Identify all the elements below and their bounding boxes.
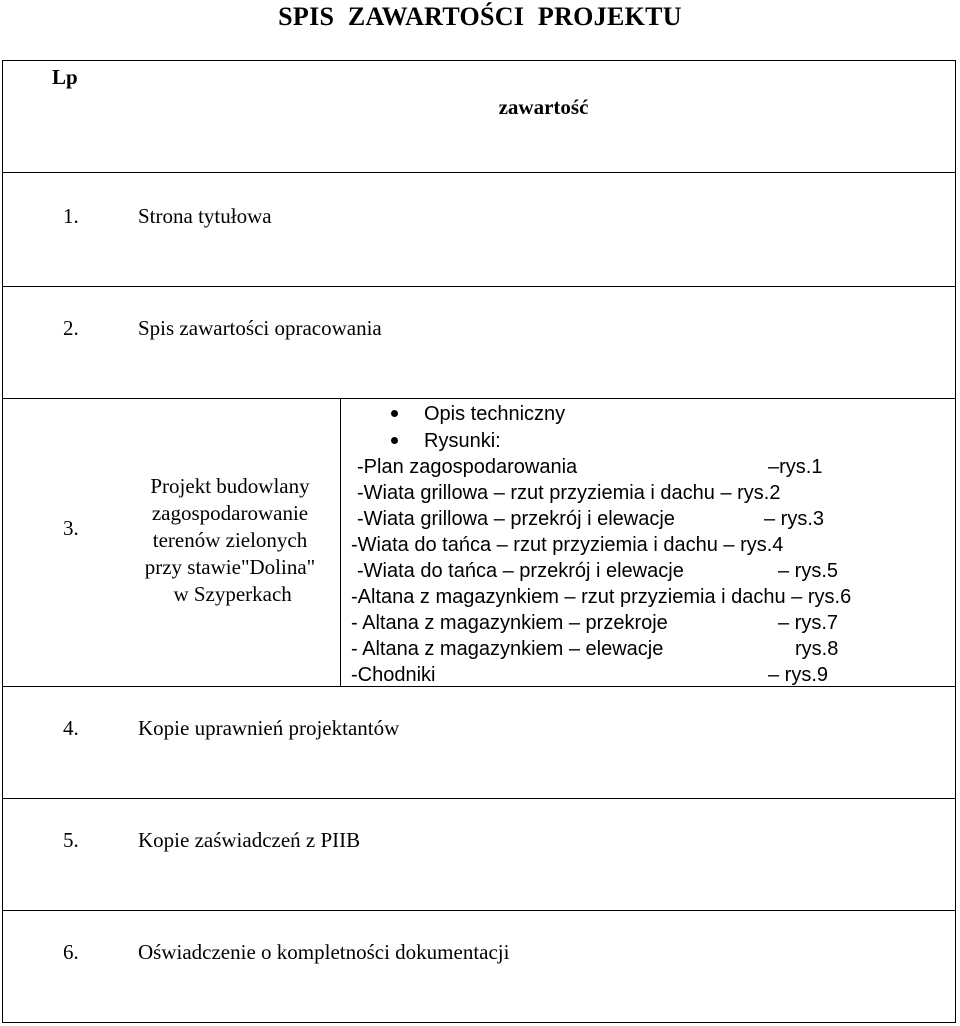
row-number: 4.: [63, 716, 79, 740]
row-number: 1.: [63, 204, 79, 228]
project-name-line: przy stawie"Dolina": [144, 555, 316, 579]
table-line: [2, 60, 3, 1023]
drawing-entry: -Wiata do tańca – rzut przyziemia i dachu – rys.4: [351, 534, 784, 556]
row-content: Oświadczenie o kompletności dokumentacji: [138, 940, 510, 964]
drawing-ref: – rys.3: [764, 508, 825, 530]
drawing-ref: – rys.7: [778, 612, 839, 634]
table-line: [955, 60, 956, 1023]
drawing-ref: rys.8: [795, 638, 839, 660]
bullet-icon: [391, 437, 398, 444]
row-number: 3.: [63, 516, 79, 540]
project-name-line: terenów zielonych: [152, 528, 308, 552]
list-item: Opis techniczny: [424, 403, 566, 425]
list-item: Rysunki:: [424, 430, 501, 452]
table-line: [2, 686, 955, 687]
row-number: 5.: [63, 828, 79, 852]
table-line: [2, 398, 955, 399]
table-line: [2, 286, 955, 287]
project-name-line: w Szyperkach: [168, 582, 292, 606]
drawing-ref: – rys.9: [768, 664, 829, 686]
row-content: Spis zawartości opracowania: [138, 316, 382, 340]
table-line: [2, 172, 955, 173]
drawing-entry: -Wiata do tańca – przekrój i elewacje: [357, 560, 684, 582]
row-content: Kopie zaświadczeń z PIIB: [138, 828, 361, 852]
row-content: Kopie uprawnień projektantów: [138, 716, 400, 740]
header-lp: Lp: [52, 65, 78, 89]
drawing-entry: -Chodniki: [351, 664, 436, 686]
project-name-line: zagospodarowanie: [151, 501, 309, 525]
table-line: [2, 60, 955, 61]
table-line: [2, 1022, 955, 1023]
drawing-entry: -Wiata grillowa – przekrój i elewacje: [357, 508, 675, 530]
page-title: SPIS ZAWARTOŚCI PROJEKTU: [278, 2, 682, 31]
row-content: Strona tytułowa: [138, 204, 272, 228]
drawing-entry: - Altana z magazynkiem – przekroje: [351, 612, 668, 634]
drawing-ref: –rys.1: [768, 456, 823, 478]
bullet-icon: [391, 410, 398, 417]
drawing-entry: -Wiata grillowa – rzut przyziemia i dachu – rys.2: [357, 482, 781, 504]
table-line: [2, 798, 955, 799]
header-zawartosc: zawartość: [498, 95, 589, 119]
drawing-entry: - Altana z magazynkiem – elewacje: [351, 638, 664, 660]
project-name-line: Projekt budowlany: [150, 474, 310, 498]
drawing-entry: -Altana z magazynkiem – rzut przyziemia i dachu – rys.6: [351, 586, 852, 608]
row-number: 2.: [63, 316, 79, 340]
row-number: 6.: [63, 940, 79, 964]
drawing-entry: -Plan zagospodarowania: [357, 456, 578, 478]
table-line: [2, 910, 955, 911]
drawing-ref: – rys.5: [778, 560, 839, 582]
